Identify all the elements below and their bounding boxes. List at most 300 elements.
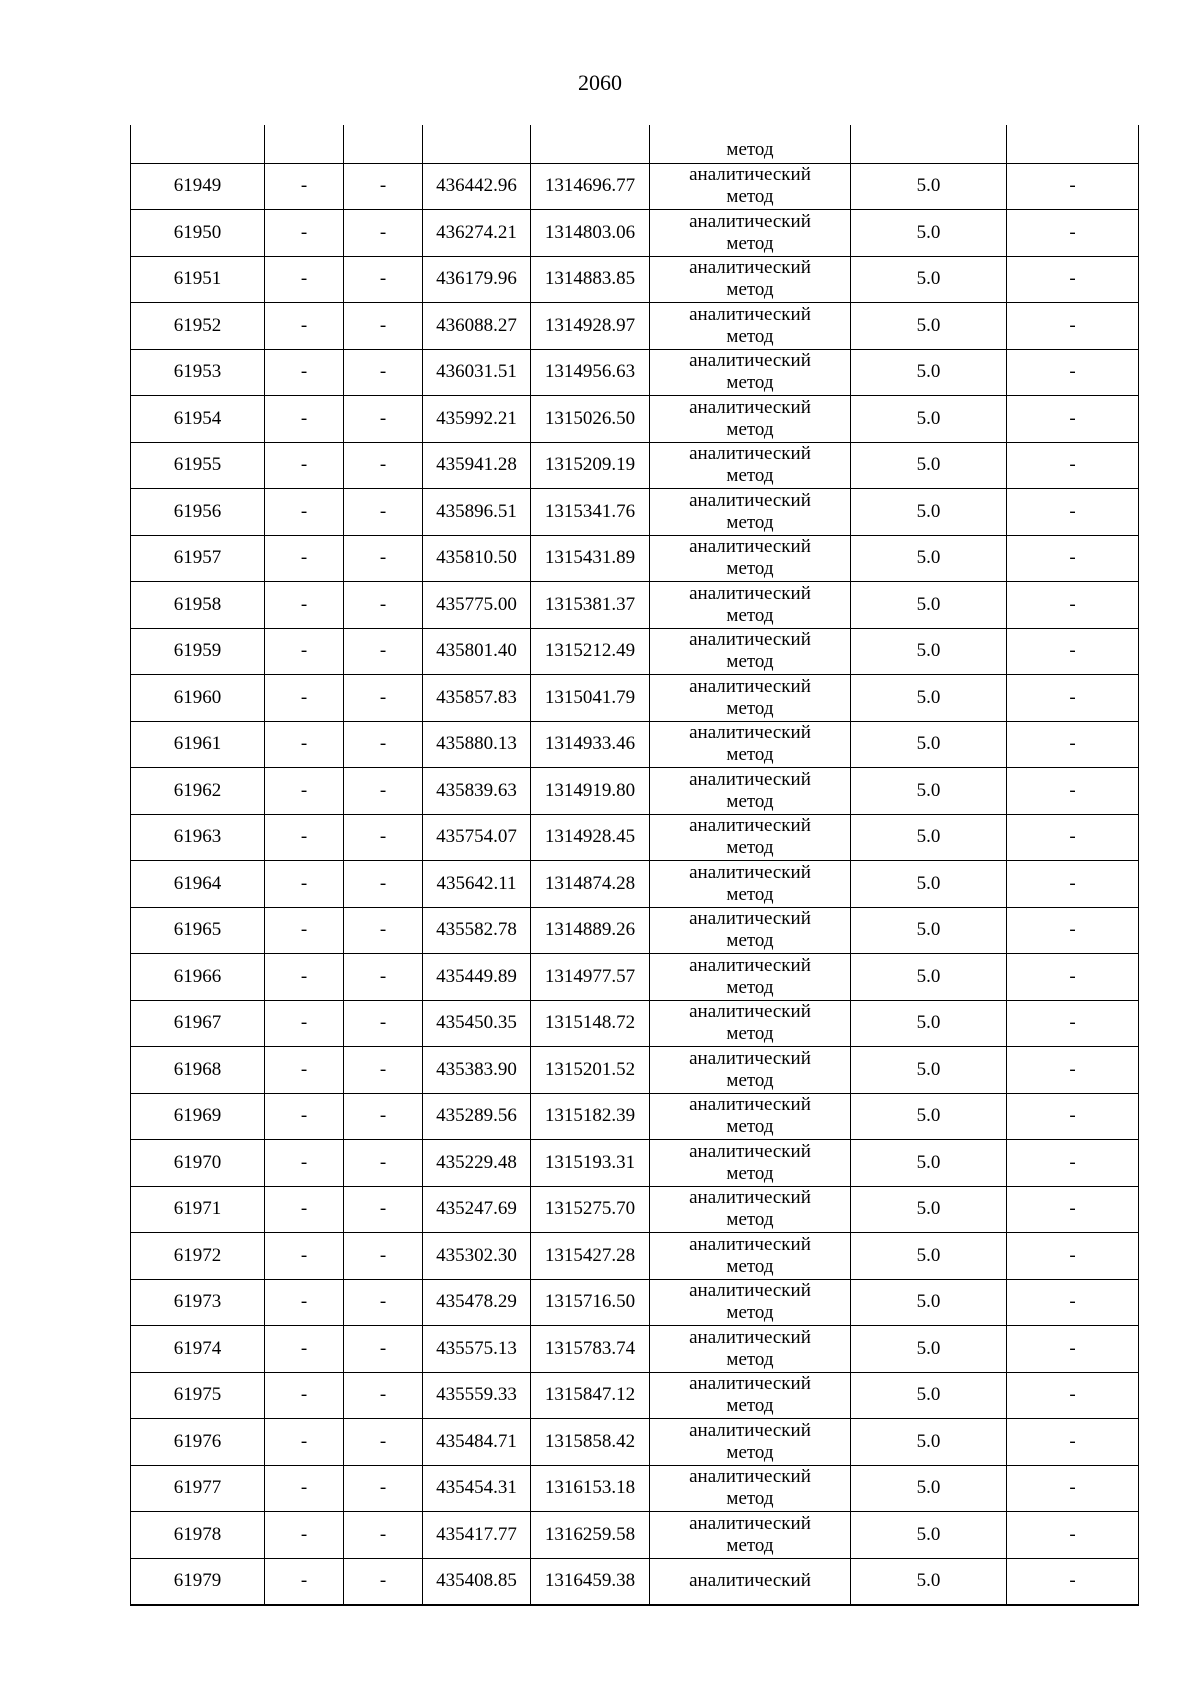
- cell-y: 1314803.06: [531, 210, 650, 257]
- method-line-1: аналитический: [689, 1001, 811, 1023]
- table-row: [131, 628, 1139, 675]
- cell-note: -: [1007, 1465, 1139, 1512]
- cell-id: 61956: [131, 489, 265, 536]
- cell-x: 435454.31: [423, 1465, 531, 1512]
- cell-c3: -: [344, 489, 423, 536]
- cell-id: 61953: [131, 349, 265, 396]
- cell-c3: -: [344, 1419, 423, 1466]
- table-row: [131, 1186, 1139, 1233]
- table-row: [131, 768, 1139, 815]
- method-line-1: аналитический: [689, 257, 811, 279]
- cell-method: [650, 628, 851, 675]
- method-line-2: метод: [726, 790, 774, 812]
- cell-y: 1315201.52: [531, 1047, 650, 1094]
- cell-y: 1315026.50: [531, 396, 650, 443]
- cell-note: -: [1007, 303, 1139, 350]
- cell-method: [650, 582, 851, 629]
- cell-id: 61954: [131, 396, 265, 443]
- cell-c3: -: [344, 768, 423, 815]
- cell-accuracy: 5.0: [851, 1372, 1007, 1419]
- cell-c3: -: [344, 721, 423, 768]
- cell-c2: -: [265, 814, 344, 861]
- cell-c3: -: [344, 349, 423, 396]
- method-line-2: метод: [726, 465, 774, 487]
- cell-y: 1314874.28: [531, 861, 650, 908]
- cell-id: 61976: [131, 1419, 265, 1466]
- cell-method: [650, 163, 851, 210]
- cell-id: 61961: [131, 721, 265, 768]
- table-row: [131, 1419, 1139, 1466]
- cell-x: 435582.78: [423, 907, 531, 954]
- method-line-1: аналитический: [689, 489, 811, 511]
- cell-c2: [265, 125, 344, 163]
- cell-x: 435383.90: [423, 1047, 531, 1094]
- cell-method: [650, 1140, 851, 1187]
- table-row: [131, 210, 1139, 257]
- cell-id: 61962: [131, 768, 265, 815]
- table-row: [131, 861, 1139, 908]
- table-row: [131, 582, 1139, 629]
- cell-note: -: [1007, 1140, 1139, 1187]
- cell-c3: -: [344, 1000, 423, 1047]
- cell-id: 61964: [131, 861, 265, 908]
- cell-c2: -: [265, 1233, 344, 1280]
- cell-x: 435450.35: [423, 1000, 531, 1047]
- cell-note: -: [1007, 1000, 1139, 1047]
- cell-note: -: [1007, 535, 1139, 582]
- cell-c3: -: [344, 1186, 423, 1233]
- continuation-row: [131, 125, 1139, 163]
- cell-c2: -: [265, 1512, 344, 1559]
- cell-x: 436088.27: [423, 303, 531, 350]
- cell-id: 61974: [131, 1326, 265, 1373]
- cell-note: [1007, 125, 1139, 163]
- method-line-1: аналитический: [689, 1094, 811, 1116]
- cell-accuracy: 5.0: [851, 675, 1007, 722]
- method-line-2: метод: [726, 976, 774, 998]
- method-line-2: метод: [726, 372, 774, 394]
- cell-c3: -: [344, 163, 423, 210]
- table-row: [131, 1558, 1139, 1605]
- cell-method: [650, 535, 851, 582]
- cell-id: 61963: [131, 814, 265, 861]
- cell-c3: -: [344, 675, 423, 722]
- cell-id: 61970: [131, 1140, 265, 1187]
- cell-accuracy: 5.0: [851, 582, 1007, 629]
- cell-c3: [344, 125, 423, 163]
- cell-x: 435247.69: [423, 1186, 531, 1233]
- table-row: [131, 1465, 1139, 1512]
- method-line-1: аналитический: [689, 1187, 811, 1209]
- cell-y: 1315212.49: [531, 628, 650, 675]
- cell-accuracy: 5.0: [851, 1279, 1007, 1326]
- cell-note: -: [1007, 1186, 1139, 1233]
- cell-y: 1314956.63: [531, 349, 650, 396]
- cell-c3: -: [344, 814, 423, 861]
- cell-x: 436179.96: [423, 256, 531, 303]
- cell-method: [650, 1279, 851, 1326]
- cell-c2: -: [265, 210, 344, 257]
- method-line-2: метод: [726, 1348, 774, 1370]
- cell-c3: -: [344, 628, 423, 675]
- cell-c2: -: [265, 1047, 344, 1094]
- method-line-1: аналитический: [689, 1419, 811, 1441]
- cell-x: 435896.51: [423, 489, 531, 536]
- cell-y: 1315209.19: [531, 442, 650, 489]
- cell-note: -: [1007, 907, 1139, 954]
- cell-x: 435754.07: [423, 814, 531, 861]
- method-line-1: аналитический: [689, 954, 811, 976]
- cell-accuracy: 5.0: [851, 1465, 1007, 1512]
- cell-y: 1315716.50: [531, 1279, 650, 1326]
- cell-accuracy: 5.0: [851, 1419, 1007, 1466]
- cell-note: -: [1007, 396, 1139, 443]
- method-line-2: метод: [726, 1116, 774, 1138]
- cell-accuracy: 5.0: [851, 1326, 1007, 1373]
- cell-note: -: [1007, 1512, 1139, 1559]
- cell-id: 61966: [131, 954, 265, 1001]
- table-row: [131, 814, 1139, 861]
- cell-c2: -: [265, 349, 344, 396]
- cell-c2: -: [265, 1186, 344, 1233]
- method-line-2: метод: [726, 418, 774, 440]
- method-line-1: аналитический: [689, 1373, 811, 1395]
- cell-accuracy: 5.0: [851, 1186, 1007, 1233]
- cell-id: 61971: [131, 1186, 265, 1233]
- cell-accuracy: 5.0: [851, 535, 1007, 582]
- cell-x: 435449.89: [423, 954, 531, 1001]
- coordinates-table: [130, 125, 1139, 1606]
- cell-method: [650, 768, 851, 815]
- cell-y: 1314919.80: [531, 768, 650, 815]
- table-body: [131, 125, 1139, 1605]
- method-line-1: аналитический: [689, 443, 811, 465]
- method-line-1: аналитический: [689, 768, 811, 790]
- cell-note: -: [1007, 489, 1139, 536]
- method-line-1: аналитический: [689, 210, 811, 232]
- cell-y: 1315783.74: [531, 1326, 650, 1373]
- cell-c2: -: [265, 1419, 344, 1466]
- method-line-2: метод: [726, 1302, 774, 1324]
- method-line-2: метод: [726, 558, 774, 580]
- cell-method: [650, 210, 851, 257]
- cell-id: 61965: [131, 907, 265, 954]
- table-row: [131, 489, 1139, 536]
- cell-x: 435775.00: [423, 582, 531, 629]
- cell-accuracy: 5.0: [851, 907, 1007, 954]
- cell-c2: -: [265, 768, 344, 815]
- cell-accuracy: 5.0: [851, 256, 1007, 303]
- table-row: [131, 1326, 1139, 1373]
- method-line-2: метод: [726, 1534, 774, 1556]
- cell-x: 435575.13: [423, 1326, 531, 1373]
- method-line-1: аналитический: [689, 1233, 811, 1255]
- method-line-2: метод: [726, 604, 774, 626]
- cell-id: 61951: [131, 256, 265, 303]
- cell-method: [650, 1372, 851, 1419]
- cell-note: -: [1007, 954, 1139, 1001]
- cell-method: [650, 1000, 851, 1047]
- method-line-1: аналитический: [689, 722, 811, 744]
- cell-y: 1315275.70: [531, 1186, 650, 1233]
- cell-accuracy: 5.0: [851, 489, 1007, 536]
- method-line-2: метод: [726, 697, 774, 719]
- method-line-1: аналитический: [689, 396, 811, 418]
- cell-method: [650, 907, 851, 954]
- method-line-1: аналитический: [689, 582, 811, 604]
- method-line-2: метод: [726, 1441, 774, 1463]
- cell-accuracy: 5.0: [851, 814, 1007, 861]
- cell-accuracy: 5.0: [851, 1047, 1007, 1094]
- method-line-2: метод: [726, 744, 774, 766]
- cell-y: 1315427.28: [531, 1233, 650, 1280]
- cell-c3: -: [344, 1465, 423, 1512]
- cell-method: [650, 1093, 851, 1140]
- cell-x: 435408.85: [423, 1558, 531, 1605]
- method-line-2: метод: [726, 1023, 774, 1045]
- cell-method: [650, 1047, 851, 1094]
- cell-x: 435857.83: [423, 675, 531, 722]
- cell-id: 61973: [131, 1279, 265, 1326]
- cell-note: -: [1007, 1233, 1139, 1280]
- cell-c2: -: [265, 675, 344, 722]
- cell-c2: -: [265, 442, 344, 489]
- cell-accuracy: 5.0: [851, 163, 1007, 210]
- cell-accuracy: 5.0: [851, 1140, 1007, 1187]
- cell-id: 61978: [131, 1512, 265, 1559]
- table-row: [131, 675, 1139, 722]
- cell-accuracy: 5.0: [851, 954, 1007, 1001]
- cell-note: -: [1007, 721, 1139, 768]
- cell-y: 1315381.37: [531, 582, 650, 629]
- cell-y: 1315431.89: [531, 535, 650, 582]
- cell-c3: -: [344, 1512, 423, 1559]
- cell-y: 1314977.57: [531, 954, 650, 1001]
- cell-method: [650, 489, 851, 536]
- cell-id: 61958: [131, 582, 265, 629]
- method-line-2: метод: [726, 325, 774, 347]
- cell-accuracy: 5.0: [851, 1093, 1007, 1140]
- cell-c2: -: [265, 303, 344, 350]
- cell-note: -: [1007, 163, 1139, 210]
- cell-c2: -: [265, 1326, 344, 1373]
- cell-y: 1314889.26: [531, 907, 650, 954]
- cell-id: 61972: [131, 1233, 265, 1280]
- method-line-1: аналитический: [689, 861, 811, 883]
- cell-x: 435642.11: [423, 861, 531, 908]
- cell-method: [650, 1326, 851, 1373]
- method-line-2: метод: [726, 883, 774, 905]
- cell-note: -: [1007, 814, 1139, 861]
- method-line-2: метод: [726, 232, 774, 254]
- cell-method: [650, 954, 851, 1001]
- cell-y: [531, 125, 650, 163]
- table-row: [131, 1233, 1139, 1280]
- cell-note: -: [1007, 1093, 1139, 1140]
- cell-note: -: [1007, 861, 1139, 908]
- cell-c3: -: [344, 954, 423, 1001]
- method-line-1: аналитический: [689, 350, 811, 372]
- cell-x: 435484.71: [423, 1419, 531, 1466]
- cell-method: [650, 303, 851, 350]
- cell-x: 435229.48: [423, 1140, 531, 1187]
- cell-id: 61960: [131, 675, 265, 722]
- method-line-2: метод: [726, 186, 774, 208]
- cell-method: [650, 442, 851, 489]
- cell-c2: -: [265, 1279, 344, 1326]
- cell-note: -: [1007, 1419, 1139, 1466]
- cell-accuracy: 5.0: [851, 628, 1007, 675]
- cell-c2: -: [265, 1465, 344, 1512]
- method-line-1: аналитический: [689, 536, 811, 558]
- method-line-1: аналитический: [689, 675, 811, 697]
- cell-c2: -: [265, 721, 344, 768]
- cell-accuracy: [851, 125, 1007, 163]
- cell-method: [650, 721, 851, 768]
- cell-c3: -: [344, 535, 423, 582]
- method-line-2: метод: [726, 1488, 774, 1510]
- method-line-2: метод: [726, 138, 774, 160]
- cell-x: 435417.77: [423, 1512, 531, 1559]
- cell-c3: -: [344, 1140, 423, 1187]
- method-line-1: аналитический: [689, 1326, 811, 1348]
- method-line-1: аналитический: [689, 1047, 811, 1069]
- cell-method: [650, 1233, 851, 1280]
- cell-note: -: [1007, 768, 1139, 815]
- cell-c2: -: [265, 535, 344, 582]
- cell-id: 61968: [131, 1047, 265, 1094]
- table-row: [131, 442, 1139, 489]
- table-row: [131, 349, 1139, 396]
- method-line-1: аналитический: [689, 1512, 811, 1534]
- cell-id: 61957: [131, 535, 265, 582]
- cell-y: 1316459.38: [531, 1558, 650, 1605]
- table-row: [131, 256, 1139, 303]
- cell-accuracy: 5.0: [851, 1233, 1007, 1280]
- cell-y: 1315041.79: [531, 675, 650, 722]
- cell-accuracy: 5.0: [851, 442, 1007, 489]
- cell-note: -: [1007, 675, 1139, 722]
- cell-method: [650, 349, 851, 396]
- cell-x: 435839.63: [423, 768, 531, 815]
- cell-c2: -: [265, 582, 344, 629]
- cell-c2: -: [265, 1140, 344, 1187]
- method-line-2: метод: [726, 279, 774, 301]
- method-line-2: метод: [726, 1255, 774, 1277]
- cell-accuracy: 5.0: [851, 210, 1007, 257]
- method-line-1: аналитический: [689, 1570, 811, 1591]
- cell-y: 1314933.46: [531, 721, 650, 768]
- cell-note: -: [1007, 1047, 1139, 1094]
- method-line-2: метод: [726, 1395, 774, 1417]
- cell-id: 61955: [131, 442, 265, 489]
- cell-id: 61949: [131, 163, 265, 210]
- cell-c3: -: [344, 303, 423, 350]
- cell-y: 1315148.72: [531, 1000, 650, 1047]
- table-row: [131, 1000, 1139, 1047]
- cell-c3: -: [344, 1233, 423, 1280]
- cell-note: -: [1007, 1326, 1139, 1373]
- cell-c3: -: [344, 1047, 423, 1094]
- cell-c3: -: [344, 442, 423, 489]
- method-line-1: аналитический: [689, 164, 811, 186]
- cell-id: 61959: [131, 628, 265, 675]
- cell-y: 1316153.18: [531, 1465, 650, 1512]
- cell-y: 1315858.42: [531, 1419, 650, 1466]
- cell-y: 1315193.31: [531, 1140, 650, 1187]
- cell-c3: -: [344, 1326, 423, 1373]
- table-row: [131, 1279, 1139, 1326]
- cell-c3: -: [344, 256, 423, 303]
- cell-x: 435289.56: [423, 1093, 531, 1140]
- cell-id: 61977: [131, 1465, 265, 1512]
- cell-c2: -: [265, 1372, 344, 1419]
- table-row: [131, 1047, 1139, 1094]
- method-line-1: аналитический: [689, 1466, 811, 1488]
- cell-accuracy: 5.0: [851, 1558, 1007, 1605]
- cell-note: -: [1007, 1558, 1139, 1605]
- cell-method: [650, 396, 851, 443]
- cell-id: [131, 125, 265, 163]
- cell-note: -: [1007, 256, 1139, 303]
- cell-id: 61950: [131, 210, 265, 257]
- cell-c2: -: [265, 954, 344, 1001]
- cell-c3: -: [344, 1372, 423, 1419]
- cell-c3: -: [344, 582, 423, 629]
- cell-c2: -: [265, 489, 344, 536]
- cell-note: -: [1007, 210, 1139, 257]
- method-line-1: аналитический: [689, 908, 811, 930]
- cell-id: 61969: [131, 1093, 265, 1140]
- cell-y: 1316259.58: [531, 1512, 650, 1559]
- cell-c2: -: [265, 396, 344, 443]
- table-row: [131, 396, 1139, 443]
- cell-id: 61979: [131, 1558, 265, 1605]
- cell-c2: -: [265, 907, 344, 954]
- table-row: [131, 1512, 1139, 1559]
- method-line-2: метод: [726, 1162, 774, 1184]
- method-line-2: метод: [726, 511, 774, 533]
- method-line-1: аналитический: [689, 629, 811, 651]
- method-line-2: метод: [726, 1069, 774, 1091]
- cell-accuracy: 5.0: [851, 303, 1007, 350]
- cell-y: 1314928.97: [531, 303, 650, 350]
- cell-c2: -: [265, 628, 344, 675]
- cell-accuracy: 5.0: [851, 721, 1007, 768]
- cell-c3: -: [344, 861, 423, 908]
- method-line-2: метод: [726, 930, 774, 952]
- cell-note: -: [1007, 582, 1139, 629]
- table-row: [131, 1093, 1139, 1140]
- cell-x: 435880.13: [423, 721, 531, 768]
- cell-id: 61967: [131, 1000, 265, 1047]
- cell-x: 435478.29: [423, 1279, 531, 1326]
- cell-c3: -: [344, 210, 423, 257]
- cell-method: [650, 675, 851, 722]
- table-row: [131, 721, 1139, 768]
- cell-note: -: [1007, 349, 1139, 396]
- cell-y: 1314696.77: [531, 163, 650, 210]
- cell-method: [650, 1186, 851, 1233]
- cell-c2: -: [265, 1000, 344, 1047]
- cell-x: 435992.21: [423, 396, 531, 443]
- cell-y: 1314928.45: [531, 814, 650, 861]
- cell-y: 1315182.39: [531, 1093, 650, 1140]
- method-line-1: аналитический: [689, 815, 811, 837]
- cell-method: [650, 1419, 851, 1466]
- table-row: [131, 907, 1139, 954]
- cell-x: 435941.28: [423, 442, 531, 489]
